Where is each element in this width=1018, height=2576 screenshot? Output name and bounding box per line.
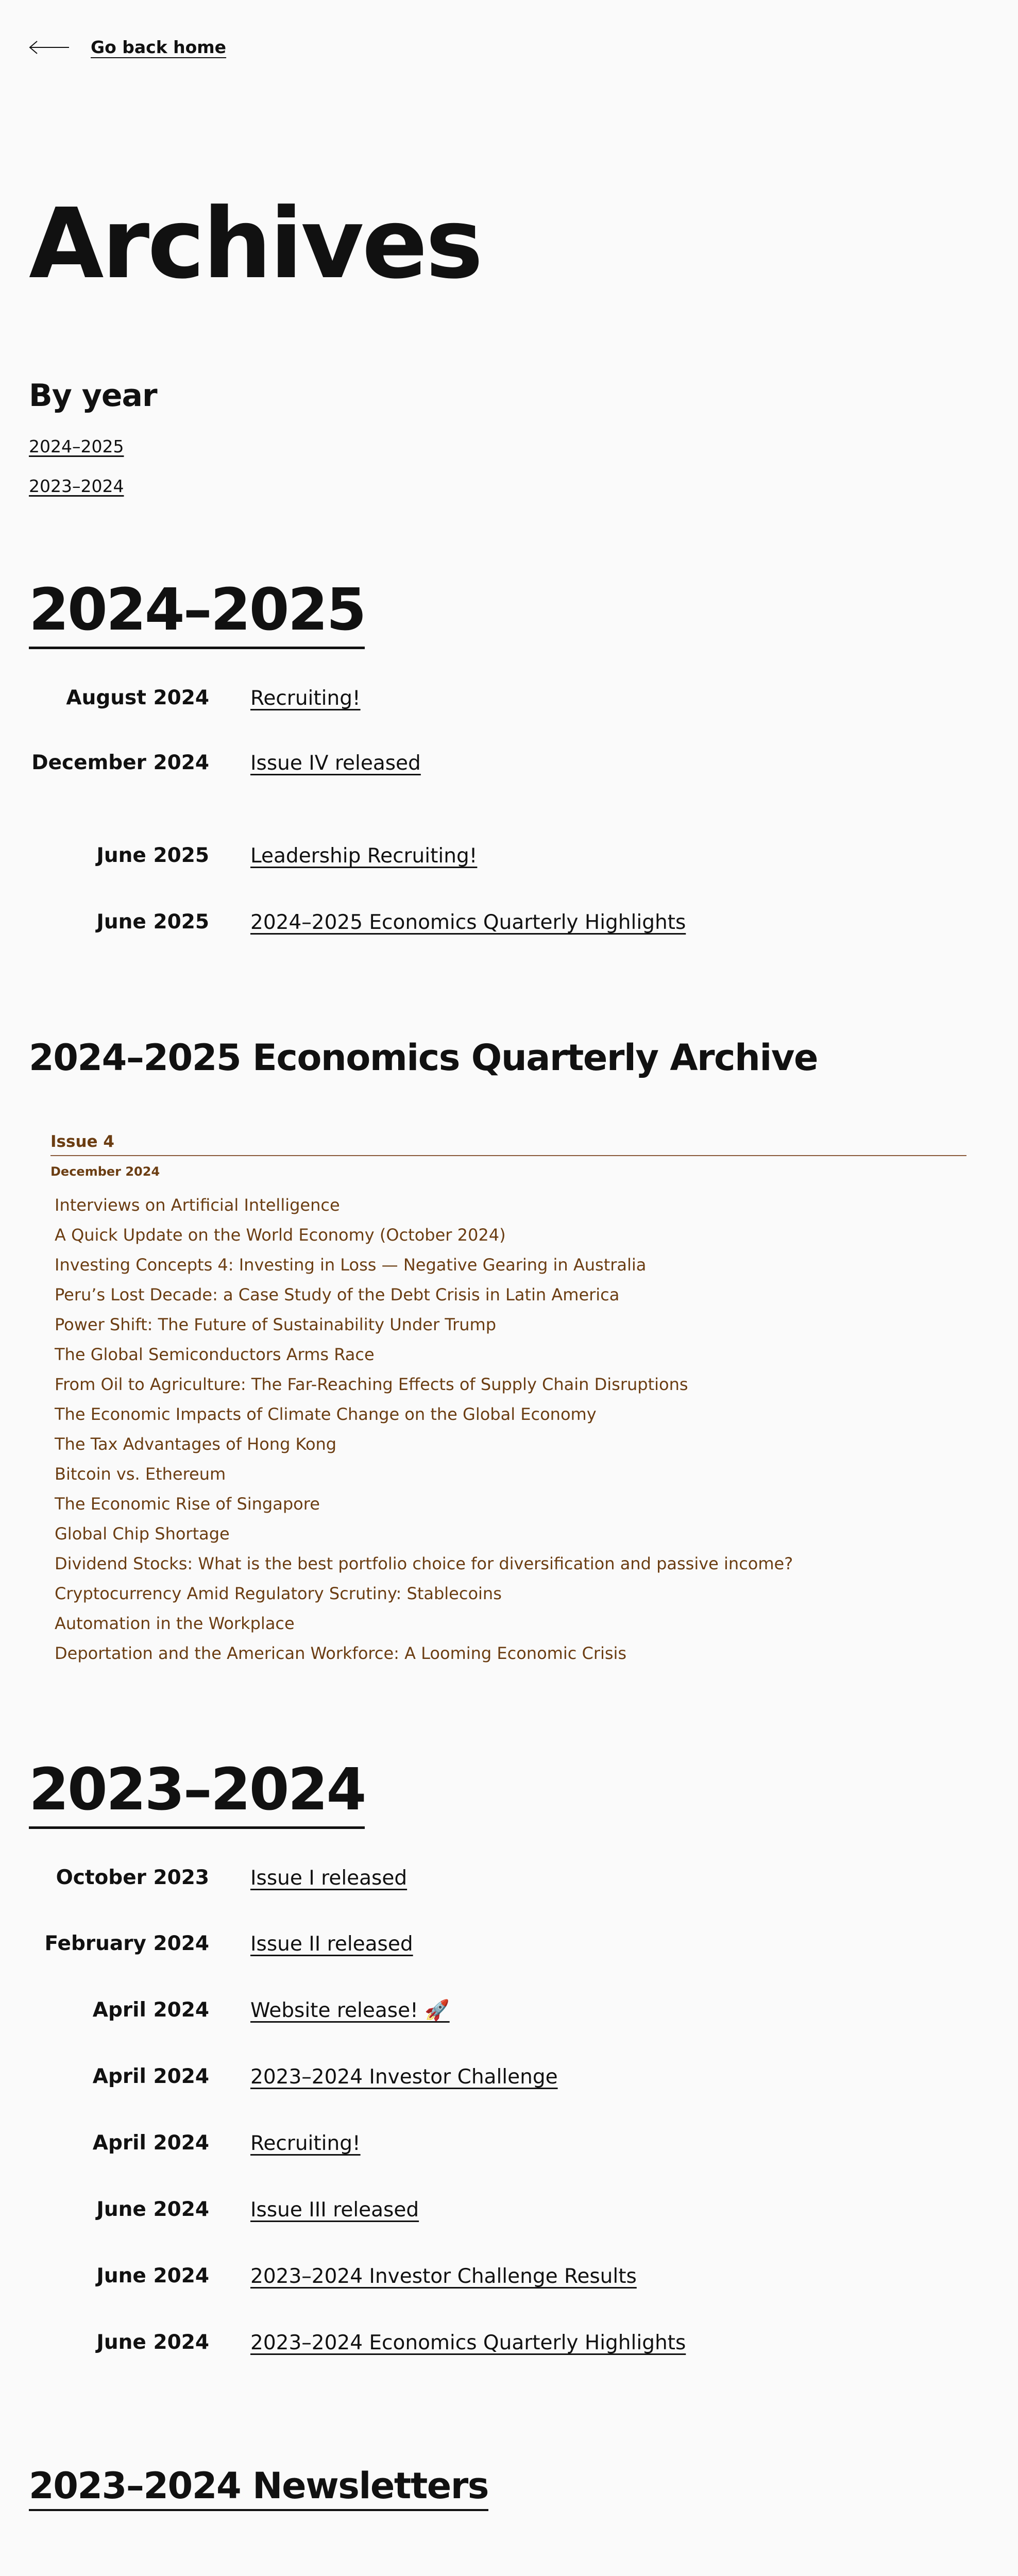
timeline-date: June 2025 — [96, 910, 209, 934]
timeline-row — [29, 1997, 450, 2024]
section-heading-2023-2024 — [29, 1756, 365, 1823]
timeline-date: December 2024 — [31, 751, 209, 774]
article-link[interactable]: Dividend Stocks: What is the best portfolio choice for diversification and passive income? — [55, 1554, 793, 1573]
timeline-date: April 2024 — [92, 1998, 209, 2022]
timeline-date: October 2023 — [56, 1866, 209, 1889]
year-links — [29, 438, 124, 517]
timeline-link[interactable]: Recruiting! — [250, 2131, 361, 2155]
timeline-date: August 2024 — [66, 686, 209, 709]
newsletters-heading-text: 2023–2024 Newsletters — [29, 2465, 488, 2511]
timeline-row — [29, 2330, 686, 2356]
timeline-link[interactable]: Issue II released — [250, 1932, 413, 1956]
section-heading-2024-2025 — [29, 577, 365, 643]
timeline-link[interactable]: Website release! 🚀 — [250, 1999, 450, 2023]
article-link[interactable]: A Quick Update on the World Economy (October 2024) — [55, 1225, 506, 1245]
article-link[interactable]: Global Chip Shortage — [55, 1524, 230, 1544]
issue-date: December 2024 — [50, 1164, 160, 1179]
back-nav[interactable] — [29, 37, 226, 57]
timeline-date: April 2024 — [92, 2065, 209, 2088]
by-year-heading: By year — [29, 378, 157, 414]
timeline-link[interactable]: 2023–2024 Investor Challenge Results — [250, 2264, 637, 2288]
issue-card — [50, 1132, 966, 1672]
article-link[interactable]: The Tax Advantages of Hong Kong — [55, 1434, 337, 1454]
article-link[interactable]: Peru’s Lost Decade: a Case Study of the Debt Crisis in Latin America — [55, 1285, 620, 1304]
article-link[interactable]: From Oil to Agriculture: The Far-Reaching Effects of Supply Chain Disruptions — [55, 1375, 688, 1394]
section-heading-2023-2024-text: 2023–2024 — [29, 1756, 365, 1829]
timeline-link[interactable]: Issue III released — [250, 2198, 419, 2222]
newsletters-heading — [29, 2465, 488, 2507]
article-link[interactable]: The Economic Impacts of Climate Change on the Global Economy — [55, 1404, 597, 1424]
issue-title: Issue 4 — [50, 1132, 966, 1156]
timeline-row — [29, 750, 421, 776]
timeline-row — [29, 2263, 637, 2290]
article-link[interactable]: Power Shift: The Future of Sustainability Under Trump — [55, 1315, 497, 1334]
timeline-link[interactable]: Issue IV released — [250, 751, 421, 775]
timeline-row — [29, 1931, 413, 1957]
go-back-home-link[interactable]: Go back home — [91, 37, 227, 57]
archive-heading-2024-2025: 2024–2025 Economics Quarterly Archive — [29, 1037, 818, 1079]
article-link[interactable]: Investing Concepts 4: Investing in Loss — Negative Gearing in Australia — [55, 1255, 647, 1275]
timeline-link[interactable]: 2023–2024 Investor Challenge — [250, 2065, 558, 2089]
article-link[interactable]: The Economic Rise of Singapore — [55, 1494, 320, 1514]
timeline-date: June 2024 — [96, 2198, 209, 2221]
article-link[interactable]: Automation in the Workplace — [55, 1614, 295, 1633]
article-link[interactable]: Interviews on Artificial Intelligence — [55, 1195, 340, 1215]
timeline-link[interactable]: Recruiting! — [250, 686, 361, 710]
timeline-link[interactable]: 2023–2024 Economics Quarterly Highlights — [250, 2331, 686, 2354]
timeline-date: June 2024 — [96, 2331, 209, 2354]
article-list — [50, 1194, 966, 1664]
timeline-row — [29, 685, 361, 711]
timeline-row — [29, 2064, 558, 2090]
year-link-2023-2024[interactable]: 2023–2024 — [29, 476, 124, 496]
timeline-date: June 2025 — [96, 844, 209, 867]
timeline-link[interactable]: 2024–2025 Economics Quarterly Highlights — [250, 910, 686, 934]
year-link-2024-2025[interactable]: 2024–2025 — [29, 436, 124, 456]
article-link[interactable]: Cryptocurrency Amid Regulatory Scrutiny: Stablecoins — [55, 1584, 502, 1603]
timeline-row — [29, 2197, 419, 2223]
section-heading-2024-2025-text: 2024–2025 — [29, 577, 365, 649]
page-title: Archives — [29, 188, 481, 300]
timeline-date: February 2024 — [44, 1932, 209, 1955]
timeline-date: June 2024 — [96, 2264, 209, 2287]
timeline-row — [29, 1865, 407, 1891]
arrow-left-icon[interactable] — [29, 40, 70, 55]
timeline-link[interactable]: Leadership Recruiting! — [250, 844, 478, 868]
timeline-row — [29, 843, 477, 869]
article-link[interactable]: The Global Semiconductors Arms Race — [55, 1345, 375, 1364]
timeline-row — [29, 909, 686, 936]
article-link[interactable]: Deportation and the American Workforce: A Looming Economic Crisis — [55, 1643, 627, 1663]
timeline-row — [29, 2130, 361, 2157]
timeline-link[interactable]: Issue I released — [250, 1866, 408, 1890]
article-link[interactable]: Bitcoin vs. Ethereum — [55, 1464, 226, 1484]
timeline-date: April 2024 — [92, 2131, 209, 2155]
